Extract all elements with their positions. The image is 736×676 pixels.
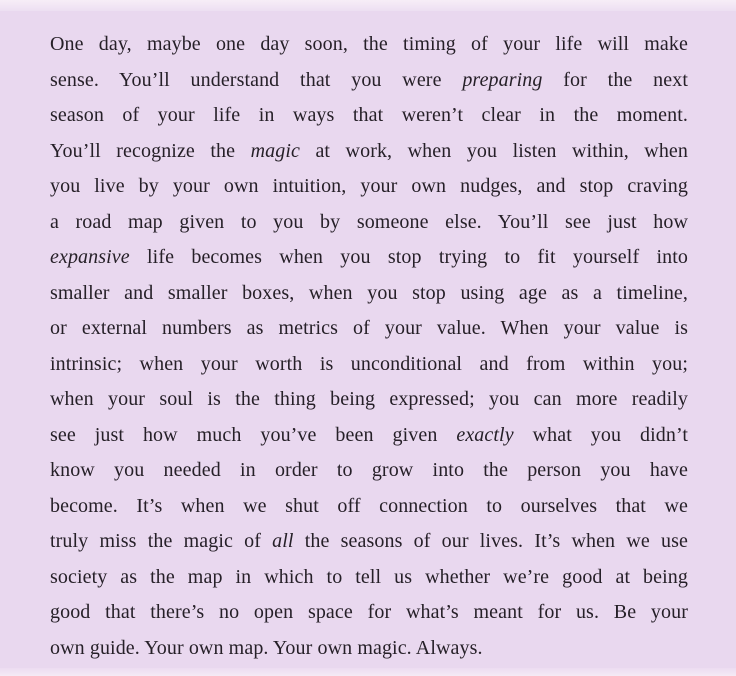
quote-segment: truly miss the magic of: [50, 530, 273, 552]
quote-line: [50, 453, 688, 489]
quote-segment: at work, when you listen within, when: [299, 139, 688, 162]
quote-segment: when your soul is the thing being expressed; you can more readily: [50, 388, 688, 410]
quote-line: [50, 98, 688, 134]
emphasized-word: all: [272, 530, 294, 552]
quote-line: [50, 524, 688, 560]
quote-segment: season of your life in ways that weren’t clear in the moment.: [50, 104, 688, 126]
quote-line: [50, 489, 688, 525]
quote-segment: You’ll recognize the: [50, 139, 251, 162]
emphasized-word: preparing: [462, 68, 543, 91]
quote-segment: you live by your own intuition, your own nudges, and stop craving: [50, 175, 688, 197]
quote-line: [50, 631, 688, 667]
quote-segment: sense. You’ll understand that you were: [50, 68, 463, 91]
quote-segment: the seasons of our lives. It’s when we use: [293, 530, 688, 552]
quote-line: [50, 63, 688, 99]
quote-line: [50, 134, 688, 170]
quote-line: [50, 382, 688, 418]
quote-segment: for the next: [542, 68, 688, 91]
quote-segment: society as the map in which to tell us whether we’re good at being: [50, 565, 688, 588]
quote-line: [50, 560, 688, 596]
quote-line: [50, 347, 688, 383]
quote-segment: become. It’s when we shut off connection to ourselves that we: [50, 494, 688, 517]
quote-segment: life becomes when you stop trying to fit yourself into: [129, 246, 688, 268]
top-edge-band: [0, 0, 736, 11]
quote-line: [50, 418, 688, 454]
quote-segment: own guide. Your own map. Your own magic. Always.: [50, 636, 483, 659]
quote-segment: smaller and smaller boxes, when you stop using age as a timeline,: [50, 281, 688, 304]
quote-line: [50, 595, 688, 631]
quote-segment: good that there’s no open space for what’s meant for us. Be your: [50, 601, 688, 623]
quote-line: [50, 276, 688, 312]
emphasized-word: exactly: [456, 423, 514, 446]
quote-segment: see just how much you’ve been given: [50, 423, 457, 446]
emphasized-word: expansive: [50, 246, 130, 268]
quote-line: [50, 240, 688, 276]
emphasized-word: magic: [250, 139, 300, 162]
quote-segment: what you didn’t: [513, 423, 689, 446]
quote-line: [50, 311, 688, 347]
quote-segment: One day, maybe one day soon, the timing of your life will make: [50, 33, 688, 55]
quote-segment: intrinsic; when your worth is unconditional and from within you;: [50, 352, 688, 375]
quote-segment: or external numbers as metrics of your value. When your value is: [50, 317, 688, 339]
quote-segment: a road map given to you by someone else. You’ll see just how: [50, 210, 688, 233]
quote-text-block: [50, 27, 688, 666]
bottom-edge-band: [0, 668, 736, 676]
quote-segment: know you needed in order to grow into the person you have: [50, 459, 688, 481]
quote-line: [50, 169, 688, 205]
quote-line: [50, 205, 688, 241]
quote-line: [50, 27, 688, 63]
